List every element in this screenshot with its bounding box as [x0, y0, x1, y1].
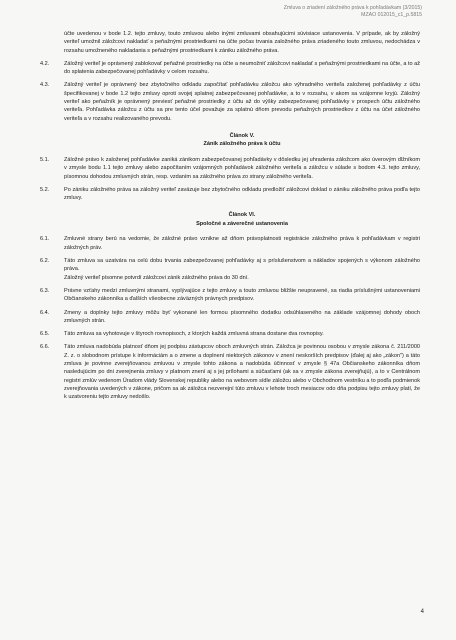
section-text: Záložné právo k založenej pohľadávke zaniká zánikom zabezpečovanej pohľadávky v dôsledku jej uhradenia záložcom ako úverovým dlžníkom v zmysle bodu 1.1 tejto zmluvy alebo započítaním vzájomných pohľadávok záložného veriteľa a záložcu v súlade s bodom 4.3. tejto zmluvy, písomnou dohodou zmluvných strán, resp. vzdaním sa záložného práva zo strany záložného veriteľa.	[64, 156, 420, 180]
section-number: 5.2.	[40, 186, 50, 193]
article-number: Článok VI.	[228, 212, 256, 219]
section-text: Táto zmluva nadobúda platnosť dňom jej podpisu zástupcov oboch zmluvných strán. Záložca je povinnou osobou v zmysle zákona č. 211/2000 Z. z. o slobodnom prístupe k informáciám a o zmene a doplnení niektorých zákonov v znení neskorších predpisov (ďalej aj ako „zákon") a táto zmluva je povinne zverejňovanou zmluvou v zmysle tohto zákona a nadobúda účinnosť v zmysle § 47a Občianskeho zákonníka dňom nasledujúcim po dni zverejnenia zmluvy v platnom znení aj s jej prílohami a súčasťami (ak sa v zmysle zákona zverejňujú), a to v Centrálnom registri zmlúv vedenom Úradom vlády Slovenskej republiky alebo na webovom sídle záložcu alebo v Obchodnom vestníku a to podľa podmienok zverejňovania uvedených v zákone, pričom sa ak záložca nezverejní túto zmluvu v lehote troch mesiacov odo dňa podpisu tejto zmluvy platí, že k uzatvoreniu tejto zmluvy nedošlo.	[64, 344, 420, 401]
article-5-heading	[64, 132, 420, 149]
section-5-1	[40, 156, 420, 181]
article-6-heading	[64, 211, 420, 228]
section-6-2-continuation: Záložný veriteľ písomne potvrdí záložcovi zánik záložného práva do 30 dní.	[64, 274, 249, 281]
section-number: 6.3.	[40, 287, 50, 294]
section-6-1	[40, 235, 420, 252]
header-line-1: Zmluva o zriadení záložného práva k pohľadávkam (3/2015)	[283, 5, 422, 11]
page-number: 4	[420, 608, 424, 615]
section-text: Zmluvné strany berú na vedomie, že záložné právo vznikne až dňom právoplatnosti registrácie záložného práva k pohľadávkam v registri záložných práv.	[64, 236, 420, 251]
section-number: 6.2.	[40, 258, 50, 265]
section-6-3	[40, 287, 420, 304]
header-line-2: MZAO 012015_c1_p.5815	[361, 12, 422, 18]
section-text: Právne vzťahy medzi zmluvnými stranami, vyplývajúce z tejto zmluvy a touto zmluvou bližšie neupravené, sa riadia príslušnými ustanoveniami Občianskeho zákonníka a ďalších všeobecne záväzných právnych predpisov.	[64, 287, 420, 303]
section-6-6	[40, 343, 420, 401]
section-number: 5.1.	[40, 156, 50, 163]
section-6-2	[40, 257, 420, 274]
section-text: Záložný veriteľ je oprávnený bez zbytočného odkladu započítať pohľadávku záložcu ako výhradného veriteľa založenej pohľadávky z účtu špecifikovanej v bode 1.2 tejto zmluvy oproti svojej splatnej zabezpečovanej pohľadávke, a to v rozsahu, v akom sa vzájomne kryjú. Záložný veriteľ ako peňažník je oprávnený previesť peňažné prostriedky z účtu až do výšky zabezpečovanej pohľadávky v prospech účtu záložného veriteľa. Pohľadávka záložcu z účtu sa pre tento účel považuje za splatnú dňom prevodu peňažných prostriedkov z účtu na účet záložného veriteľa a v rozsahu realizovaného prevodu.	[64, 82, 420, 122]
section-number: 6.6.	[40, 344, 50, 351]
section-6-5	[40, 330, 420, 338]
article-title: Spoločné a záverečné ustanovenia	[196, 220, 288, 227]
section-number: 6.5.	[40, 331, 50, 338]
section-number: 4.3.	[40, 82, 50, 89]
section-text: Zmeny a doplnky tejto zmluvy môžu byť vykonané len formou písomného dodatku odsúhlaseného na základe vzájomnej dohody oboch zmluvných strán.	[64, 309, 420, 324]
article-title: Zánik záložného práva k účtu	[203, 141, 281, 148]
section-number: 4.2.	[40, 60, 50, 67]
section-4-2	[40, 60, 420, 77]
section-text: Záložný veriteľ je oprávnený zablokovať peňažné prostriedky na účte a neumožniť záložcovi nakladať s peňažnými prostriedkami na účte, a to až do splatenia zabezpečovanej pohľadávky v celom rozsahu.	[64, 60, 420, 76]
section-number: 6.1.	[40, 236, 50, 243]
section-5-2	[40, 186, 420, 203]
section-text: Po zániku záložného práva sa záložný veriteľ zaväzuje bez zbytočného odkladu predložiť záložcovi doklad o zániku záložného práva podľa tejto zmluvy.	[64, 186, 420, 202]
intro-paragraph: účte uvedenou v bode 1.2. tejto zmluvy, touto zmluvou alebo inými zmluvami obsahujúcimi súvisiace ustanovenia. V prípade, ak by záložný veriteľ umožnil záložcovi nakladať s peňažnými prostriedkami na účte počas trvania založného práva zriadeného touto zmluvou, nedochádza v rozsahu umožneného nakladania s peňažnými prostriedkami k zániku záložného práva.	[64, 31, 420, 54]
section-4-3	[40, 81, 420, 122]
section-text: Táto zmluva sa uzatvára na celú dobu trvania zabezpečovanej pohľadávky aj s príslušenstvom a nákladov spojených s výkonom záložného práva.	[64, 258, 420, 273]
section-text: Táto zmluva sa vyhotovuje v štyroch rovnopisoch, z ktorých každá zmluvná strana dostane dva rovnopisy.	[64, 331, 324, 338]
article-number: Článok V.	[229, 132, 255, 139]
section-number: 6.4.	[40, 309, 50, 316]
document-reference-header	[284, 5, 422, 19]
section-6-4	[40, 309, 420, 326]
